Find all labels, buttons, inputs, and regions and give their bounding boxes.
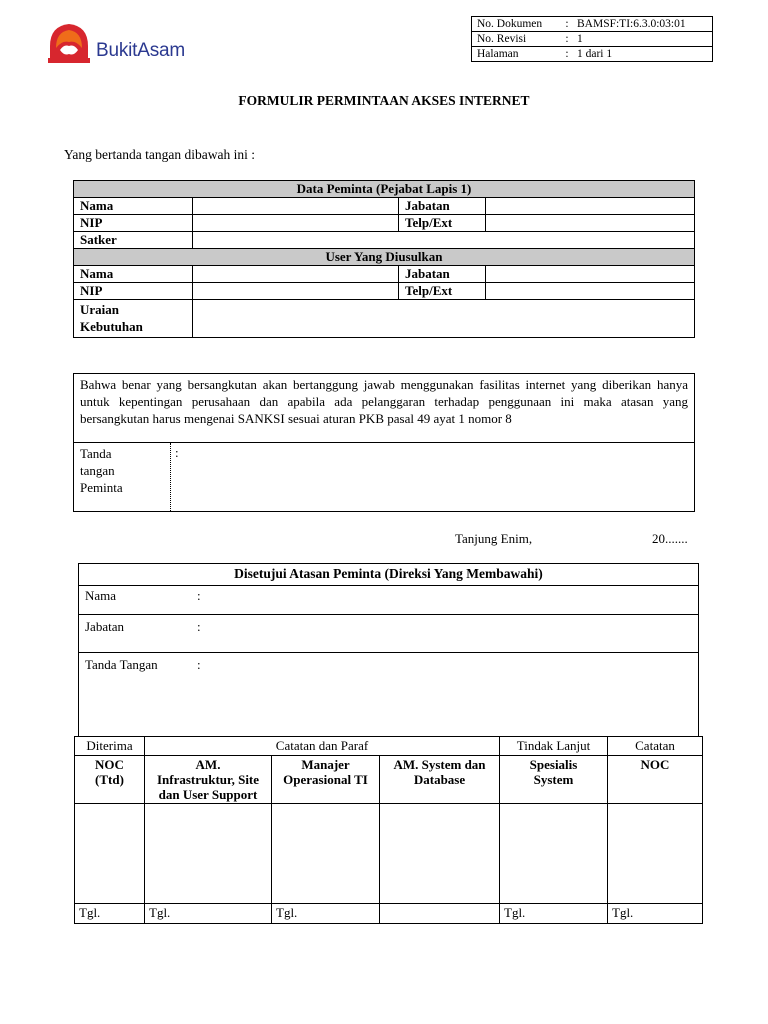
signature-label-line1: Tanda bbox=[80, 446, 112, 461]
sub-header-line: Manajer bbox=[301, 757, 350, 772]
intro-text: Yang bertanda tangan dibawah ini : bbox=[64, 147, 255, 162]
approver-position-row[interactable] bbox=[79, 615, 699, 653]
statement-table bbox=[73, 373, 695, 512]
sub-header-line: Infrastruktur, Site bbox=[156, 772, 260, 787]
doc-info-row bbox=[472, 17, 713, 32]
user-needs-label bbox=[74, 300, 193, 338]
revision-label: No. Revisi bbox=[472, 32, 563, 47]
needs-label-line1: Uraian bbox=[80, 302, 119, 317]
page-label: Halaman bbox=[472, 47, 563, 62]
approver-name-label: Nama bbox=[85, 588, 117, 603]
requester-phone-field[interactable] bbox=[486, 215, 695, 232]
am-system-signature-cell[interactable] bbox=[380, 804, 500, 904]
noc-signature-cell[interactable] bbox=[75, 804, 145, 904]
requester-nip-label: NIP bbox=[74, 215, 193, 232]
requester-signature-field[interactable] bbox=[171, 443, 695, 512]
notes-initials-header: Catatan dan Paraf bbox=[145, 737, 500, 756]
colon: : bbox=[197, 619, 201, 634]
requester-user-table bbox=[73, 180, 695, 338]
approval-table bbox=[78, 563, 699, 737]
document-info-table bbox=[471, 16, 713, 62]
user-name-label: Nama bbox=[74, 266, 193, 283]
follow-up-header: Tindak Lanjut bbox=[500, 737, 608, 756]
specialist-header bbox=[500, 756, 608, 804]
user-position-field[interactable] bbox=[486, 266, 695, 283]
logo-text: BukitAsam bbox=[96, 40, 186, 61]
manager-ops-header bbox=[272, 756, 380, 804]
colon: : bbox=[197, 588, 201, 603]
sub-header-line: (Ttd) bbox=[95, 772, 124, 787]
colon: : bbox=[197, 657, 201, 672]
company-logo bbox=[46, 16, 206, 66]
requester-unit-label: Satker bbox=[74, 232, 193, 249]
date-cell[interactable]: Tgl. bbox=[608, 904, 703, 924]
specialist-signature-cell[interactable] bbox=[500, 804, 608, 904]
received-header: Diterima bbox=[75, 737, 145, 756]
requester-phone-label: Telp/Ext bbox=[399, 215, 486, 232]
requester-name-label: Nama bbox=[74, 198, 193, 215]
date-cell[interactable]: Tgl. bbox=[75, 904, 145, 924]
sub-header-line: Spesialis bbox=[529, 757, 578, 772]
approval-header: Disetujui Atasan Peminta (Direksi Yang Membawahi) bbox=[79, 564, 699, 586]
year-text: 20....... bbox=[652, 531, 688, 546]
sub-header-line: AM. System dan bbox=[393, 757, 486, 772]
separator: : bbox=[562, 47, 572, 62]
am-infra-signature-cell[interactable] bbox=[145, 804, 272, 904]
signature-label bbox=[74, 443, 171, 512]
approver-name-row[interactable] bbox=[79, 586, 699, 615]
manager-ops-signature-cell[interactable] bbox=[272, 804, 380, 904]
signature-label-line2: tangan bbox=[80, 463, 115, 478]
sub-header-line: System bbox=[533, 772, 574, 787]
date-cell[interactable]: Tgl. bbox=[145, 904, 272, 924]
needs-label-line2: Kebutuhan bbox=[80, 319, 143, 334]
revision-value: 1 bbox=[572, 32, 713, 47]
notes-header: Catatan bbox=[608, 737, 703, 756]
doc-number-label: No. Dokumen bbox=[472, 17, 563, 32]
sub-header-line: AM. bbox=[195, 757, 221, 772]
form-title: FORMULIR PERMINTAAN AKSES INTERNET bbox=[238, 93, 530, 108]
approver-signature-label: Tanda Tangan bbox=[85, 657, 158, 672]
requester-unit-field[interactable] bbox=[193, 232, 695, 249]
requester-nip-field[interactable] bbox=[193, 215, 399, 232]
sub-header-line: NOC bbox=[640, 757, 670, 772]
approver-position-label: Jabatan bbox=[85, 619, 124, 634]
requester-position-label: Jabatan bbox=[399, 198, 486, 215]
date-cell[interactable]: Tgl. bbox=[272, 904, 380, 924]
requester-position-field[interactable] bbox=[486, 198, 695, 215]
user-section-header: User Yang Diusulkan bbox=[74, 249, 695, 266]
user-name-field[interactable] bbox=[193, 266, 399, 283]
signature-label-line3: Peminta bbox=[80, 480, 123, 495]
user-nip-label: NIP bbox=[74, 283, 193, 300]
place-text: Tanjung Enim, bbox=[455, 531, 533, 546]
page-value: 1 dari 1 bbox=[572, 47, 713, 62]
requester-name-field[interactable] bbox=[193, 198, 399, 215]
statement-text: Bahwa benar yang bersangkutan akan bertanggung jawab menggunakan fasilitas internet yang diberikan hanya untuk kepentingan perusahaan dan apabila ada pelanggaran terhadap penggunaan ini maka atasan yang bersangkutan harus mengenai SANKSI sesuai aturan PKB pasal 49 ayat 1 nomor 8 bbox=[74, 374, 695, 443]
user-nip-field[interactable] bbox=[193, 283, 399, 300]
sub-header-line: Operasional TI bbox=[283, 772, 368, 787]
user-phone-label: Telp/Ext bbox=[399, 283, 486, 300]
user-phone-field[interactable] bbox=[486, 283, 695, 300]
separator: : bbox=[562, 32, 572, 47]
doc-info-row bbox=[472, 32, 713, 47]
logo-mark-icon bbox=[46, 18, 92, 64]
doc-info-row bbox=[472, 47, 713, 62]
signature-colon: : bbox=[175, 445, 179, 460]
date-cell[interactable]: Tgl. bbox=[500, 904, 608, 924]
am-infra-header bbox=[145, 756, 272, 804]
sub-header-line: NOC bbox=[95, 757, 124, 772]
sub-header-line: Database bbox=[413, 772, 466, 787]
user-needs-field[interactable] bbox=[193, 300, 695, 338]
approver-signature-row[interactable] bbox=[79, 653, 699, 737]
doc-number-value: BAMSF:TI:6.3.0:03:01 bbox=[572, 17, 713, 32]
separator: : bbox=[562, 17, 572, 32]
noc-ttd-header bbox=[75, 756, 145, 804]
routing-table bbox=[74, 736, 703, 924]
sub-header-line: dan User Support bbox=[158, 787, 258, 802]
noc-notes-header bbox=[608, 756, 703, 804]
date-cell-empty[interactable] bbox=[380, 904, 500, 924]
user-position-label: Jabatan bbox=[399, 266, 486, 283]
noc-notes-cell[interactable] bbox=[608, 804, 703, 904]
requester-section-header: Data Peminta (Pejabat Lapis 1) bbox=[74, 181, 695, 198]
am-system-header bbox=[380, 756, 500, 804]
